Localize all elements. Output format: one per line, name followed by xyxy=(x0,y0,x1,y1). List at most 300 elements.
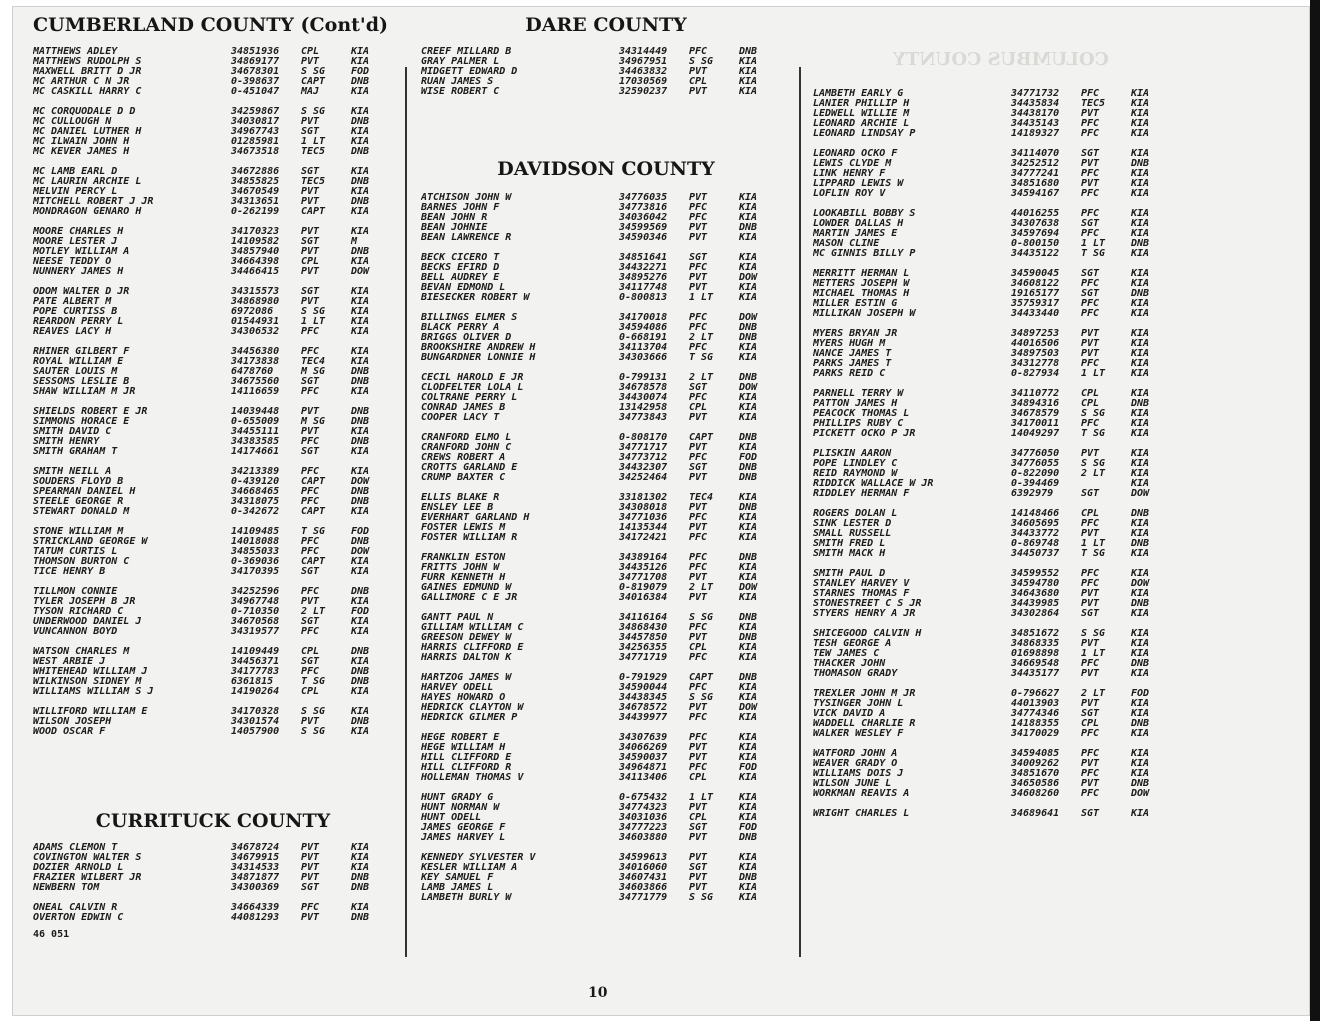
status: KIA xyxy=(351,616,370,627)
service-number: 34678724 xyxy=(231,842,280,853)
roster-group xyxy=(421,553,791,603)
soldier-name: WHITEHEAD WILLIAM J xyxy=(33,666,148,677)
status: KIA xyxy=(739,56,758,67)
rank: S SG xyxy=(689,56,714,67)
rank: PFC xyxy=(689,622,708,633)
roster-group xyxy=(813,329,1185,379)
soldier-name: SHIELDS ROBERT E JR xyxy=(33,406,148,417)
soldier-name: JAMES GEORGE F xyxy=(421,822,506,833)
soldier-name: CROTTS GARLAND E xyxy=(421,462,518,473)
soldier-name: MC LAMB EARL D xyxy=(33,166,118,177)
status: KIA xyxy=(1131,278,1150,289)
rank: CAPT xyxy=(301,556,326,567)
service-number: 0-800813 xyxy=(619,292,668,303)
soldier-name: FURR KENNETH H xyxy=(421,572,506,583)
service-number: 34894316 xyxy=(1011,398,1060,409)
status: KIA xyxy=(739,192,758,203)
rank: PVT xyxy=(301,246,320,257)
soldier-name: LEONARD OCKO F xyxy=(813,148,898,159)
status: KIA xyxy=(1131,218,1150,229)
rank: PFC xyxy=(1081,228,1100,239)
status: KIA xyxy=(1131,308,1150,319)
service-number: 34771036 xyxy=(619,512,668,523)
status: KIA xyxy=(351,296,370,307)
status: KIA xyxy=(739,402,758,413)
soldier-name: SMITH MACK H xyxy=(813,548,886,559)
service-number: 0-791929 xyxy=(619,672,668,683)
rank: PVT xyxy=(1081,338,1100,349)
service-number: 0-394469 xyxy=(1011,478,1060,489)
service-number: 14018088 xyxy=(231,536,280,547)
status: FOD xyxy=(739,452,758,463)
service-number: 34851641 xyxy=(619,252,668,263)
rank: SGT xyxy=(689,462,708,473)
service-number: 34774323 xyxy=(619,802,668,813)
soldier-name: PEACOCK THOMAS L xyxy=(813,408,910,419)
rank: PFC xyxy=(1081,728,1100,739)
rank: M SG xyxy=(301,416,326,427)
rank: S SG xyxy=(1081,408,1106,419)
rank: PFC xyxy=(1081,168,1100,179)
status: DNB xyxy=(351,486,370,497)
roster-row xyxy=(813,669,1185,679)
status: DOW xyxy=(739,582,758,593)
roster-row xyxy=(421,893,791,903)
service-number: 34608122 xyxy=(1011,278,1060,289)
status: FOD xyxy=(739,762,758,773)
rank: CPL xyxy=(689,812,708,823)
roster-group xyxy=(421,253,791,303)
roster-row xyxy=(33,267,393,277)
soldier-name: BEAN JOHN R xyxy=(421,212,488,223)
soldier-name: KENNEDY SYLVESTER V xyxy=(421,852,536,863)
status: KIA xyxy=(351,686,370,697)
status: KIA xyxy=(739,392,758,403)
status: DOW xyxy=(1131,578,1150,589)
status: KIA xyxy=(1131,338,1150,349)
status: KIA xyxy=(739,882,758,893)
rank: 1 LT xyxy=(301,136,326,147)
roster-row xyxy=(33,507,393,517)
rank: PFC xyxy=(1081,518,1100,529)
soldier-name: MATTHEWS ADLEY xyxy=(33,46,118,57)
soldier-name: BEVAN EDMOND L xyxy=(421,282,506,293)
soldier-name: CECIL HAROLD E JR xyxy=(421,372,524,383)
roster-row xyxy=(33,147,393,157)
soldier-name: MONDRAGON GENARO H xyxy=(33,206,142,217)
status: KIA xyxy=(351,446,370,457)
service-number: 0-369036 xyxy=(231,556,280,567)
rank: CPL xyxy=(1081,388,1100,399)
service-number: 34319577 xyxy=(231,626,280,637)
service-number: 34432271 xyxy=(619,262,668,273)
status: KIA xyxy=(1131,698,1150,709)
rank: 2 LT xyxy=(1081,688,1106,699)
roster-row xyxy=(813,369,1185,379)
service-number: 34314449 xyxy=(619,46,668,57)
soldier-name: HOLLEMAN THOMAS V xyxy=(421,772,524,783)
status: KIA xyxy=(1131,428,1150,439)
service-number: 34173838 xyxy=(231,356,280,367)
rank: PVT xyxy=(689,232,708,243)
service-number: 0-796627 xyxy=(1011,688,1060,699)
status: DNB xyxy=(351,376,370,387)
service-number: 34594780 xyxy=(1011,578,1060,589)
service-number: 34673518 xyxy=(231,146,280,157)
status: KIA xyxy=(1131,208,1150,219)
service-number: 6478760 xyxy=(231,366,274,377)
soldier-name: NUNNERY JAMES H xyxy=(33,266,124,277)
status: DNB xyxy=(351,646,370,657)
rank: PFC xyxy=(689,732,708,743)
rank: PFC xyxy=(1081,118,1100,129)
service-number: 32590237 xyxy=(619,86,668,97)
soldier-name: RHINER GILBERT F xyxy=(33,346,130,357)
status: DNB xyxy=(739,552,758,563)
roster-row xyxy=(813,789,1185,799)
roster-group xyxy=(421,733,791,783)
status: DNB xyxy=(351,912,370,923)
service-number: 34307639 xyxy=(619,732,668,743)
roster-row xyxy=(813,609,1185,619)
show-through-text: COLUMBUS COUNTY xyxy=(893,49,1109,70)
status: KIA xyxy=(1131,328,1150,339)
soldier-name: BARNES JOHN F xyxy=(421,202,500,213)
soldier-name: LOFLIN ROY V xyxy=(813,188,886,199)
county-section xyxy=(813,89,1185,829)
service-number: 34457850 xyxy=(619,632,668,643)
rank: PFC xyxy=(301,436,320,447)
service-number: 34967951 xyxy=(619,56,668,67)
service-number: 34307638 xyxy=(1011,218,1060,229)
service-number: 0-655009 xyxy=(231,416,280,427)
soldier-name: HEGE WILLIAM H xyxy=(421,742,506,753)
soldier-name: HILL CLIFFORD E xyxy=(421,752,512,763)
service-number: 0-819079 xyxy=(619,582,668,593)
roster-row xyxy=(813,309,1185,319)
service-number: 0-808170 xyxy=(619,432,668,443)
status: KIA xyxy=(351,862,370,873)
service-number: 34170328 xyxy=(231,706,280,717)
service-number: 34597694 xyxy=(1011,228,1060,239)
rank: TEC5 xyxy=(301,146,326,157)
rank: PVT xyxy=(1081,328,1100,339)
rank: SGT xyxy=(301,446,320,457)
service-number: 34599569 xyxy=(619,222,668,233)
roster-group xyxy=(421,673,791,723)
service-number: 34252596 xyxy=(231,586,280,597)
rank: TEC4 xyxy=(301,356,326,367)
rank: 1 LT xyxy=(301,316,326,327)
status: KIA xyxy=(351,356,370,367)
service-number: 14148466 xyxy=(1011,508,1060,519)
service-number: 34456380 xyxy=(231,346,280,357)
status: KIA xyxy=(351,596,370,607)
status: KIA xyxy=(739,732,758,743)
service-number: 0-675432 xyxy=(619,792,668,803)
roster-row xyxy=(813,809,1185,819)
status: DNB xyxy=(1131,508,1150,519)
page-number: 10 xyxy=(588,985,608,1001)
soldier-name: GRAY PALMER L xyxy=(421,56,500,67)
service-number: 34170395 xyxy=(231,566,280,577)
soldier-name: MC LAURIN ARCHIE L xyxy=(33,176,142,187)
roster-group xyxy=(813,89,1185,139)
service-number: 34771717 xyxy=(619,442,668,453)
roster-row xyxy=(421,773,791,783)
status: DNB xyxy=(1131,238,1150,249)
service-number: 01698898 xyxy=(1011,648,1060,659)
rank: PVT xyxy=(301,842,320,853)
soldier-name: SMITH FRED L xyxy=(813,538,886,549)
rank: PVT xyxy=(1081,598,1100,609)
soldier-name: ODOM WALTER D JR xyxy=(33,286,130,297)
status: DNB xyxy=(351,536,370,547)
soldier-name: THACKER JOHN xyxy=(813,658,886,669)
rank: PFC xyxy=(689,392,708,403)
status: DNB xyxy=(351,882,370,893)
soldier-name: GANTT PAUL N xyxy=(421,612,494,623)
status: KIA xyxy=(739,892,758,903)
status: KIA xyxy=(351,316,370,327)
rank: PFC xyxy=(689,46,708,57)
rank: PFC xyxy=(301,586,320,597)
rank: PFC xyxy=(1081,748,1100,759)
service-number: 34869177 xyxy=(231,56,280,67)
service-number: 34851680 xyxy=(1011,178,1060,189)
service-number: 34590037 xyxy=(619,752,668,763)
status: KIA xyxy=(1131,728,1150,739)
rank: CAPT xyxy=(301,76,326,87)
rank: PVT xyxy=(1081,588,1100,599)
rank: PVT xyxy=(689,412,708,423)
soldier-name: CONRAD JAMES B xyxy=(421,402,506,413)
rank: SGT xyxy=(689,382,708,393)
rank: SGT xyxy=(1081,808,1100,819)
service-number: 34774346 xyxy=(1011,708,1060,719)
service-number: 34594085 xyxy=(1011,748,1060,759)
service-number: 14109485 xyxy=(231,526,280,537)
status: KIA xyxy=(351,226,370,237)
service-number: 34678578 xyxy=(619,382,668,393)
roster-group xyxy=(421,793,791,843)
soldier-name: MC CULLOUGH N xyxy=(33,116,112,127)
status: KIA xyxy=(1131,228,1150,239)
soldier-name: CREEF MILLARD B xyxy=(421,46,512,57)
service-number: 34771779 xyxy=(619,892,668,903)
rank: S SG xyxy=(301,726,326,737)
soldier-name: HEGE ROBERT E xyxy=(421,732,500,743)
soldier-name: HAYES HOWARD O xyxy=(421,692,506,703)
service-number: 34117748 xyxy=(619,282,668,293)
rank: CPL xyxy=(1081,508,1100,519)
status: KIA xyxy=(351,286,370,297)
rank: PFC xyxy=(1081,88,1100,99)
status: KIA xyxy=(1131,808,1150,819)
rank: S SG xyxy=(689,892,714,903)
roster-group xyxy=(33,287,393,337)
status: KIA xyxy=(351,306,370,317)
service-number: 34773712 xyxy=(619,452,668,463)
soldier-name: TREXLER JOHN M JR xyxy=(813,688,916,699)
soldier-name: SMITH HENRY xyxy=(33,436,100,447)
roster-group xyxy=(421,193,791,243)
rank: SGT xyxy=(301,616,320,627)
status: KIA xyxy=(1131,388,1150,399)
soldier-name: BROOKSHIRE ANDREW H xyxy=(421,342,536,353)
column-1 xyxy=(33,7,393,1007)
rank: PVT xyxy=(1081,348,1100,359)
status: KIA xyxy=(351,556,370,567)
status: KIA xyxy=(739,622,758,633)
service-number: 34897503 xyxy=(1011,348,1060,359)
status: FOD xyxy=(351,526,370,537)
column-divider-1 xyxy=(405,67,407,957)
county-heading: DAVIDSON COUNTY xyxy=(497,158,715,180)
soldier-name: SINK LESTER D xyxy=(813,518,892,529)
soldier-name: LEWIS CLYDE M xyxy=(813,158,892,169)
service-number: 34599552 xyxy=(1011,568,1060,579)
soldier-name: TICE HENRY B xyxy=(33,566,106,577)
rank: SGT xyxy=(301,656,320,667)
status: KIA xyxy=(351,106,370,117)
roster-row xyxy=(813,249,1185,259)
rank: 1 LT xyxy=(689,292,714,303)
roster-group xyxy=(813,209,1185,259)
soldier-name: ROYAL WILLIAM E xyxy=(33,356,124,367)
service-number: 34605695 xyxy=(1011,518,1060,529)
rank: PVT xyxy=(301,912,320,923)
rank: PFC xyxy=(689,312,708,323)
soldier-name: UNDERWOOD DANIEL J xyxy=(33,616,142,627)
rank: SGT xyxy=(689,822,708,833)
soldier-name: ADAMS CLEMON T xyxy=(33,842,118,853)
status: KIA xyxy=(351,126,370,137)
roster-row xyxy=(33,627,393,637)
rank: PVT xyxy=(301,56,320,67)
soldier-name: JAMES HARVEY L xyxy=(421,832,506,843)
status: KIA xyxy=(351,56,370,67)
soldier-name: LAMBETH EARLY G xyxy=(813,88,904,99)
rank: SGT xyxy=(1081,148,1100,159)
soldier-name: POPE LINDLEY C xyxy=(813,458,898,469)
soldier-name: STARNES THOMAS F xyxy=(813,588,910,599)
service-number: 34315573 xyxy=(231,286,280,297)
status: KIA xyxy=(351,506,370,517)
service-number: 34066269 xyxy=(619,742,668,753)
rank: PFC xyxy=(689,712,708,723)
service-number: 34776035 xyxy=(619,192,668,203)
soldier-name: METTERS JOSEPH W xyxy=(813,278,910,289)
soldier-name: HUNT ODELL xyxy=(421,812,482,823)
service-number: 14189327 xyxy=(1011,128,1060,139)
service-number: 0-822090 xyxy=(1011,468,1060,479)
status: KIA xyxy=(1131,98,1150,109)
rank: S SG xyxy=(301,106,326,117)
soldier-name: MOORE LESTER J xyxy=(33,236,118,247)
service-number: 44016255 xyxy=(1011,208,1060,219)
status: KIA xyxy=(739,742,758,753)
roster-group xyxy=(421,613,791,663)
service-number: 34590044 xyxy=(619,682,668,693)
soldier-name: MC GINNIS BILLY P xyxy=(813,248,916,259)
service-number: 34599613 xyxy=(619,852,668,863)
soldier-name: WILLIAMS DOIS J xyxy=(813,768,904,779)
service-number: 6972086 xyxy=(231,306,274,317)
status: DNB xyxy=(739,46,758,57)
soldier-name: WADDELL CHARLIE R xyxy=(813,718,916,729)
service-number: 14174661 xyxy=(231,446,280,457)
rank: PVT xyxy=(689,832,708,843)
rank: PFC xyxy=(301,626,320,637)
rank: PVT xyxy=(689,572,708,583)
service-number: 34177783 xyxy=(231,666,280,677)
roster-row xyxy=(33,687,393,697)
rank: PVT xyxy=(301,196,320,207)
soldier-name: TESH GEORGE A xyxy=(813,638,892,649)
service-number: 34669548 xyxy=(1011,658,1060,669)
rank: T SG xyxy=(301,676,326,687)
service-number: 19165177 xyxy=(1011,288,1060,299)
soldier-name: BIESECKER ROBERT W xyxy=(421,292,530,303)
service-number: 34868980 xyxy=(231,296,280,307)
soldier-name: LEDWELL WILLIE M xyxy=(813,108,910,119)
rank: PVT xyxy=(1081,528,1100,539)
rank: S SG xyxy=(301,706,326,717)
soldier-name: RIDDLEY HERMAN F xyxy=(813,488,910,499)
soldier-name: WILLIFORD WILLIAM E xyxy=(33,706,148,717)
rank: 1 LT xyxy=(1081,648,1106,659)
status: DNB xyxy=(351,666,370,677)
soldier-name: TILLMON CONNIE xyxy=(33,586,118,597)
rank: PVT xyxy=(301,852,320,863)
status: KIA xyxy=(739,522,758,533)
status: KIA xyxy=(739,282,758,293)
rank: PFC xyxy=(689,212,708,223)
soldier-name: WOOD OSCAR F xyxy=(33,726,106,737)
soldier-name: FOSTER WILLIAM R xyxy=(421,532,518,543)
status: KIA xyxy=(1131,368,1150,379)
rank: PFC xyxy=(1081,358,1100,369)
soldier-name: STRICKLAND GEORGE W xyxy=(33,536,148,547)
status: KIA xyxy=(739,512,758,523)
rank: S SG xyxy=(1081,628,1106,639)
rank: SGT xyxy=(301,126,320,137)
service-number: 34259867 xyxy=(231,106,280,117)
status: KIA xyxy=(739,652,758,663)
status: DNB xyxy=(739,462,758,473)
rank: CPL xyxy=(689,76,708,87)
status: KIA xyxy=(739,202,758,213)
soldier-name: STANLEY HARVEY V xyxy=(813,578,910,589)
status: DNB xyxy=(739,472,758,483)
rank: PFC xyxy=(301,386,320,397)
roster-row xyxy=(421,593,791,603)
rank: CPL xyxy=(301,256,320,267)
soldier-name: BUNGARDNER LONNIE H xyxy=(421,352,536,363)
status: DNB xyxy=(351,366,370,377)
status: KIA xyxy=(351,626,370,637)
service-number: 34678301 xyxy=(231,66,280,77)
status: DNB xyxy=(351,436,370,447)
service-number: 14049297 xyxy=(1011,428,1060,439)
rank: 2 LT xyxy=(301,606,326,617)
soldier-name: LOOKABILL BOBBY S xyxy=(813,208,916,219)
service-number: 34110772 xyxy=(1011,388,1060,399)
service-number: 34430074 xyxy=(619,392,668,403)
service-number: 34851670 xyxy=(1011,768,1060,779)
soldier-name: BELL AUDREY E xyxy=(421,272,500,283)
